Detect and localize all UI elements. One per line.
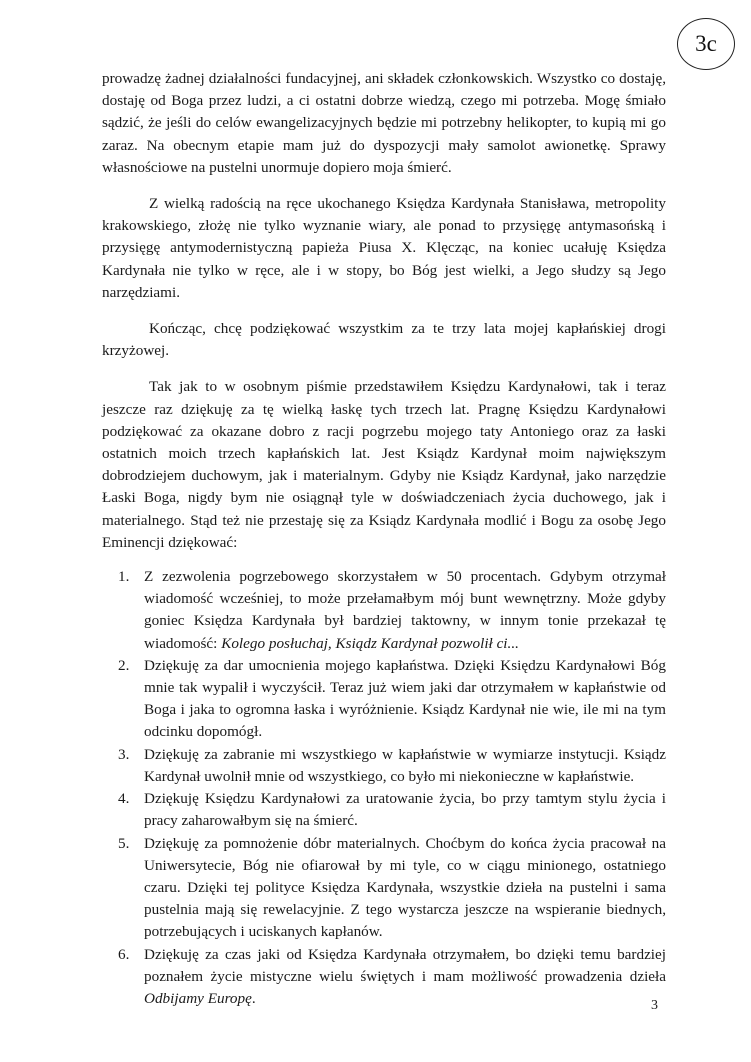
stamp-label: 3c bbox=[695, 31, 717, 56]
page-stamp bbox=[677, 18, 735, 70]
list-item-text: Dziękuję Księdzu Kardynałowi za uratowanie życia, bo przy tamtym stylu życia i pracy zaharowałbym się na śmierć. bbox=[144, 790, 666, 830]
list-item bbox=[102, 566, 666, 655]
list-item bbox=[102, 744, 666, 788]
list-item-text: Dziękuję za dar umocnienia mojego kapłaństwa. Dzięki Księdzu Kardynałowi Bóg mnie tak wypalił i wyczyścił. Teraz już wiem jaki dar otrzymałem w kapłaństwie od Boga i jaka to ogromna łaska i wyróżnienie. Ksiądz Kardynał nie wie, ile mi na tym odcinku dopomógł. bbox=[144, 656, 666, 741]
paragraph-profession-of-faith: Z wielką radością na ręce ukochanego Księdza Kardynała Stanisława, metropolity krakowskiego, złożę nie tylko wyznanie wiary, ale ponad to przysięgę antymasońską i przysięgę antymodernistyczną papieża Piusa X. Klęcząc, na koniec ucałuję Księdza Kardynała nie tylko w ręce, ale i w stopy, bo Bóg jest wielki, a Jego słudzy są Jego narzędziami. bbox=[102, 195, 666, 301]
list-item-trailing: . bbox=[251, 989, 256, 1007]
page-number: 3 bbox=[651, 998, 658, 1013]
list-item bbox=[102, 833, 666, 944]
paragraph-gratitude: Tak jak to w osobnym piśmie przedstawiłem Księdzu Kardynałowi, tak i teraz jeszcze raz dziękuję za tę wielką łaskę tych trzech lat. Pragnę Księdzu Kardynałowi podziękować za okazane dobro z racji pogrzebu mojego taty Antoniego oraz za łaski ostatnich moich trzech kapłańskich lat. Jest Ksiądz Kardynał moim największym dobrodziejem duchowym, jak i materialnym. Gdyby nie Ksiądz Kardynał, jako narzędzie Łaski Boga, nigdy bym nie osiągnął tyle w doświadczeniach życia duchowego, jak i materialnego. Stąd też nie przestaję się za Ksiądz Kardynała modlić i Bogu za osobę Jego Eminencji dziękować: bbox=[102, 378, 666, 551]
list-item-text: Dziękuję za zabranie mi wszystkiego w kapłaństwie w wymiarze instytucji. Ksiądz Kardynał uwolnił mnie od wszystkiego, co było mi niekonieczne w kapłaństwie. bbox=[144, 745, 666, 785]
list-item-text: Z zezwolenia pogrzebowego skorzystałem w 50 procentach. Gdybym otrzymał wiadomość wcześniej, to może przełamałbym mój bunt wewnętrzny. Może gdyby goniec Księdza Kardynała był bardziej taktowny, w innym tonie przekazał tę wiadomość: bbox=[144, 568, 666, 652]
list-item-italic: Kolego posłuchaj, Ksiądz Kardynał pozwolił ci... bbox=[221, 634, 519, 652]
list-item-italic: Odbijamy Europę bbox=[144, 989, 252, 1007]
list-item bbox=[102, 944, 666, 1011]
list-item-number: 6. bbox=[118, 945, 130, 963]
list-item bbox=[102, 788, 666, 832]
document-body bbox=[102, 68, 666, 1010]
list-item-text: Dziękuję za pomnożenie dóbr materialnych. Choćbym do końca życia pracował na Uniwersytecie, Bóg nie ofiarował by mi tyle, co w ciągu minionego, ostatniego czaru. Dzięki tej polityce Księdza Kardynała, wszystkie dzieła na pustelni i sama pustelnia mają się rewelacyjnie. Z tego wystarcza jeszcze na wspieranie biednych, potrzebujących i uciskanych kapłanów. bbox=[144, 834, 666, 941]
list-item bbox=[102, 655, 666, 744]
paragraph-closing-thanks: Kończąc, chcę podziękować wszystkim za te trzy lata mojej kapłańskiej drogi krzyżowej. bbox=[102, 320, 666, 360]
list-item-number: 1. bbox=[118, 568, 130, 586]
list-item-text: Dziękuję za czas jaki od Księdza Kardynała otrzymałem, bo dzięki temu bardziej poznałem życie mistyczne wielu świętych i mam możliwość prowadzenia dzieła bbox=[144, 945, 666, 985]
gratitude-list bbox=[102, 566, 666, 1010]
list-item-number: 5. bbox=[118, 834, 130, 852]
paragraph-continuation: prowadzę żadnej działalności fundacyjnej, ani składek członkowskich. Wszystko co dostaję, dostaję od Boga przez ludzi, a ci ostatni dobrze wiedzą, czego mi potrzeba. Mogę śmiało sądzić, że jeśli do celów ewangelizacyjnych będzie mi potrzebny helikopter, to kupią mi go zaraz. Na obecnym etapie mam już do dyspozycji mały samolot awionetkę. Sprawy własnościowe na pustelni unormuje dopiero moja śmierć. bbox=[102, 70, 666, 176]
list-item-number: 3. bbox=[118, 745, 130, 763]
list-item-number: 4. bbox=[118, 790, 130, 808]
list-item-number: 2. bbox=[118, 656, 130, 674]
